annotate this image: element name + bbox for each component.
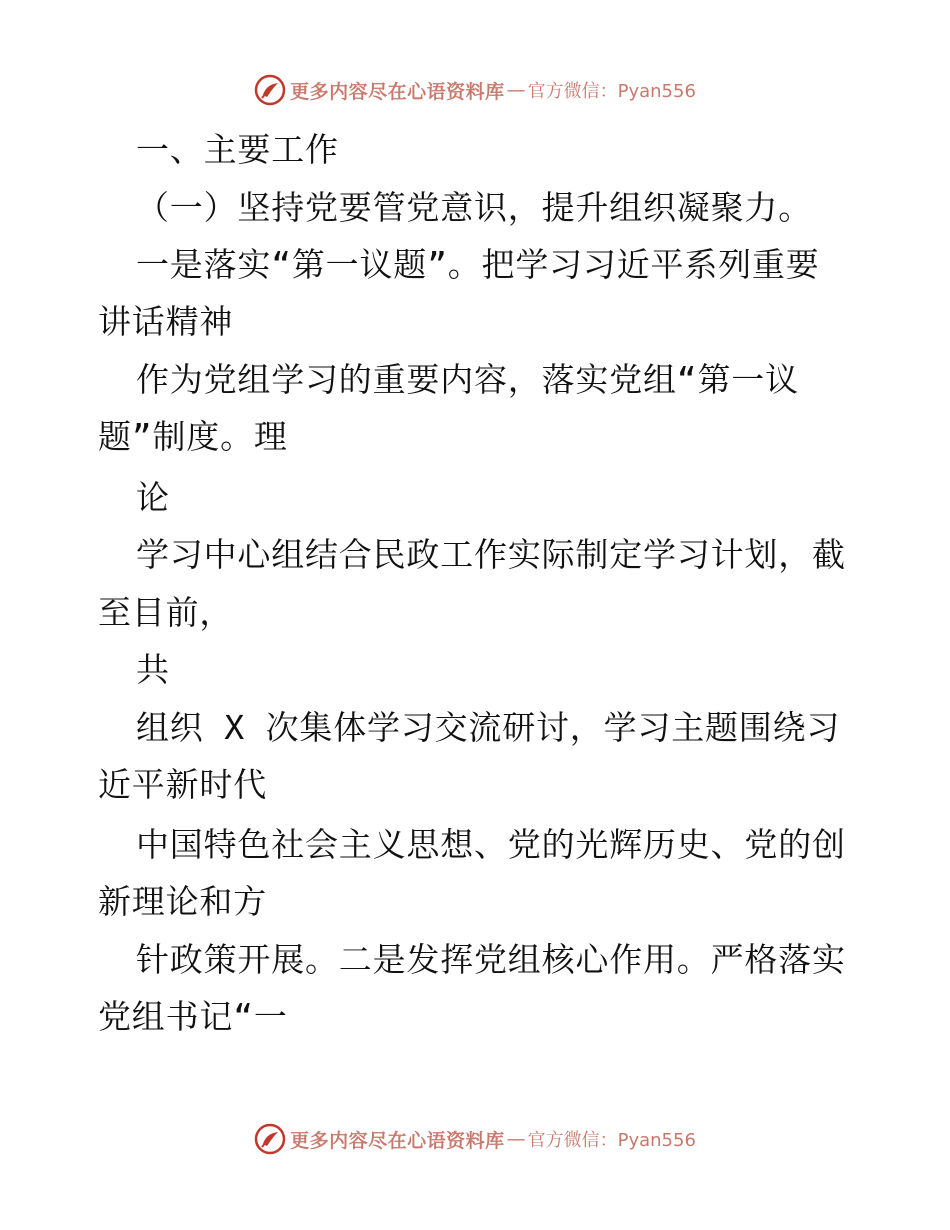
paragraph-line: 题”制度。理: [98, 417, 288, 456]
paragraph-line: 至目前，: [98, 593, 234, 632]
paragraph-line: 针政策开展。二是发挥党组核心作用。严格落实: [136, 940, 846, 979]
document-body: [0, 118, 950, 1058]
banner-sub-text: 官方微信：Pyan556: [527, 81, 696, 102]
subsection-heading: （一）坚持党要管党意识，提升组织凝聚力。: [136, 188, 812, 227]
logo-icon: [254, 1123, 286, 1155]
banner-separator: —: [506, 79, 526, 101]
paragraph-line: 一是落实“第一议题”。把学习习近平系列重要: [136, 245, 820, 284]
banner-main-text: 更多内容尽在心语资料库: [290, 80, 505, 103]
paragraph-line: 近平新时代: [98, 765, 267, 804]
banner-sub-text: 官方微信：Pyan556: [527, 1130, 696, 1151]
paragraph-line: 新理论和方: [98, 882, 267, 921]
paragraph-line: 共: [136, 650, 170, 689]
paragraph-line: 中国特色社会主义思想、党的光辉历史、党的创: [136, 825, 846, 864]
header-watermark-banner: [0, 73, 950, 107]
paragraph-line: 组织 X 次集体学习交流研讨，学习主题围绕习: [136, 708, 841, 747]
banner-main-text: 更多内容尽在心语资料库: [290, 1129, 505, 1152]
banner-separator: —: [506, 1128, 526, 1150]
paragraph-line: 党组书记“一: [98, 997, 288, 1036]
paragraph-line: 学习中心组结合民政工作实际制定学习计划，截: [136, 535, 846, 574]
footer-watermark-banner: [0, 1122, 950, 1156]
paragraph-line: 作为党组学习的重要内容，落实党组“第一议: [136, 360, 799, 399]
paragraph-line: 论: [136, 478, 170, 517]
section-heading: 一、主要工作: [136, 130, 339, 169]
paragraph-line: 讲话精神: [98, 302, 234, 341]
logo-icon: [254, 74, 286, 106]
